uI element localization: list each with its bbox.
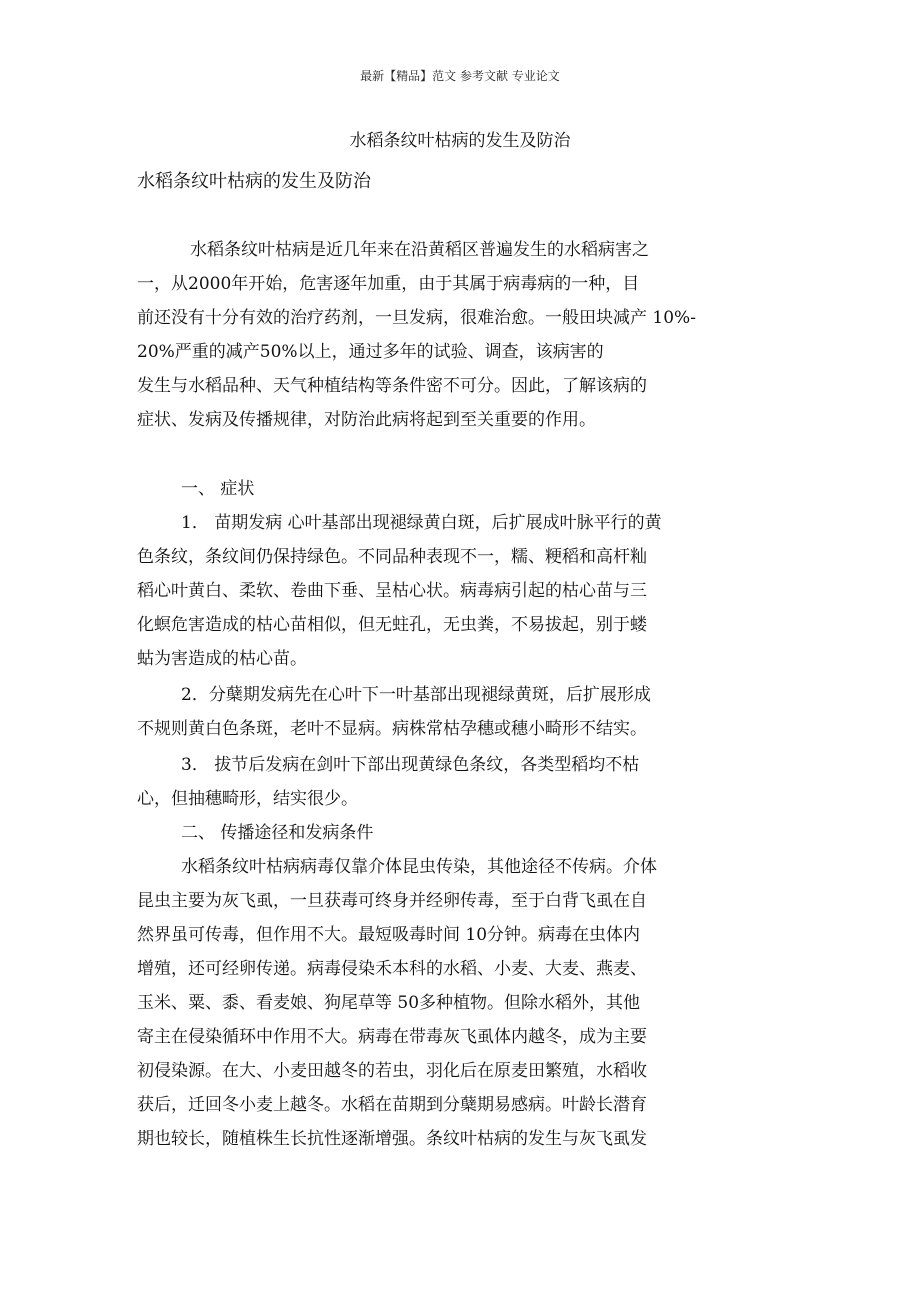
paragraph-line: 然界虽可传毒，但作用不大。最短吸毒时间 10分钟。病毒在虫体内 [137,925,641,945]
paragraph-line: 水稻条纹叶枯病是近几年来在沿黄稻区普遍发生的水稻病害之 [190,240,649,260]
paragraph-line: 寄主在侵染循环中作用不大。病毒在带毒灰飞虱体内越冬，成为主要 [137,1027,647,1047]
paragraph-line: 获后，迁回冬小麦上越冬。水稻在苗期到分蘖期易感病。叶龄长潜育 [137,1095,647,1115]
paragraph-line: 增殖，还可经卵传递。病毒侵染禾本科的水稻、小麦、大麦、燕麦、 [137,959,647,979]
paragraph-line: 期也较长，随植株生长抗性逐渐增强。条纹叶枯病的发生与灰飞虱发 [137,1129,647,1149]
paragraph-line: 蛄为害造成的枯心苗。 [137,649,307,669]
paragraph-line: 水稻条纹叶枯病病毒仅靠介体昆虫传染，其他途径不传病。介体 [181,857,657,877]
paragraph-line: 一，从2000年开始，危害逐年加重，由于其属于病毒病的一种，目 [137,274,640,294]
paragraph-line: 前还没有十分有效的治疗药剂，一旦发病，很难治愈。一般田块减产 10%- [137,308,696,328]
paragraph-line: 初侵染源。在大、小麦田越冬的若虫，羽化后在原麦田繁殖，水稻收 [137,1061,647,1081]
document-title: 水稻条纹叶枯病的发生及防治 [349,131,571,151]
section-heading: 二、 传播途径和发病条件 [181,823,374,843]
section-heading: 一、 症状 [181,479,255,499]
paragraph-line: 2．分蘖期发病先在心叶下一叶基部出现褪绿黄斑，后扩展形成 [181,685,651,705]
document-subtitle: 水稻条纹叶枯病的发生及防治 [137,171,371,192]
paragraph-line: 色条纹，条纹间仍保持绿色。不同品种表现不一，糯、粳稻和高杆籼 [137,547,647,567]
paragraph-line: 昆虫主要为灰飞虱，一旦获毒可终身并经卵传毒，至于白背飞虱在自 [137,891,647,911]
paragraph-line: 不规则黄白色条斑，老叶不显病。病株常枯孕穗或穗小畸形不结实。 [137,719,647,739]
paragraph-line: 3． 拔节后发病在剑叶下部出现黄绿色条纹，各类型稻均不枯 [181,755,640,775]
paragraph-line: 1． 苗期发病 心叶基部出现褪绿黄白斑，后扩展成叶脉平行的黄 [181,513,662,533]
paragraph-line: 稻心叶黄白、柔软、卷曲下垂、呈枯心状。病毒病引起的枯心苗与三 [137,581,647,601]
paragraph-line: 心，但抽穗畸形，结实很少。 [137,789,358,809]
page-header: 最新【精品】范文 参考文献 专业论文 [360,69,560,83]
paragraph-line: 发生与水稻品种、天气种植结构等条件密不可分。因此，了解该病的 [137,376,647,396]
paragraph-line: 化螟危害造成的枯心苗相似，但无蛀孔，无虫粪，不易拔起，别于蝼 [137,615,647,635]
paragraph-line: 20%严重的减产50%以上，通过多年的试验、调查，该病害的 [137,342,604,362]
paragraph-line: 玉米、粟、黍、看麦娘、狗尾草等 50多种植物。但除水稻外，其他 [137,993,641,1013]
paragraph-line: 症状、发病及传播规律，对防治此病将起到至关重要的作用。 [137,410,596,430]
